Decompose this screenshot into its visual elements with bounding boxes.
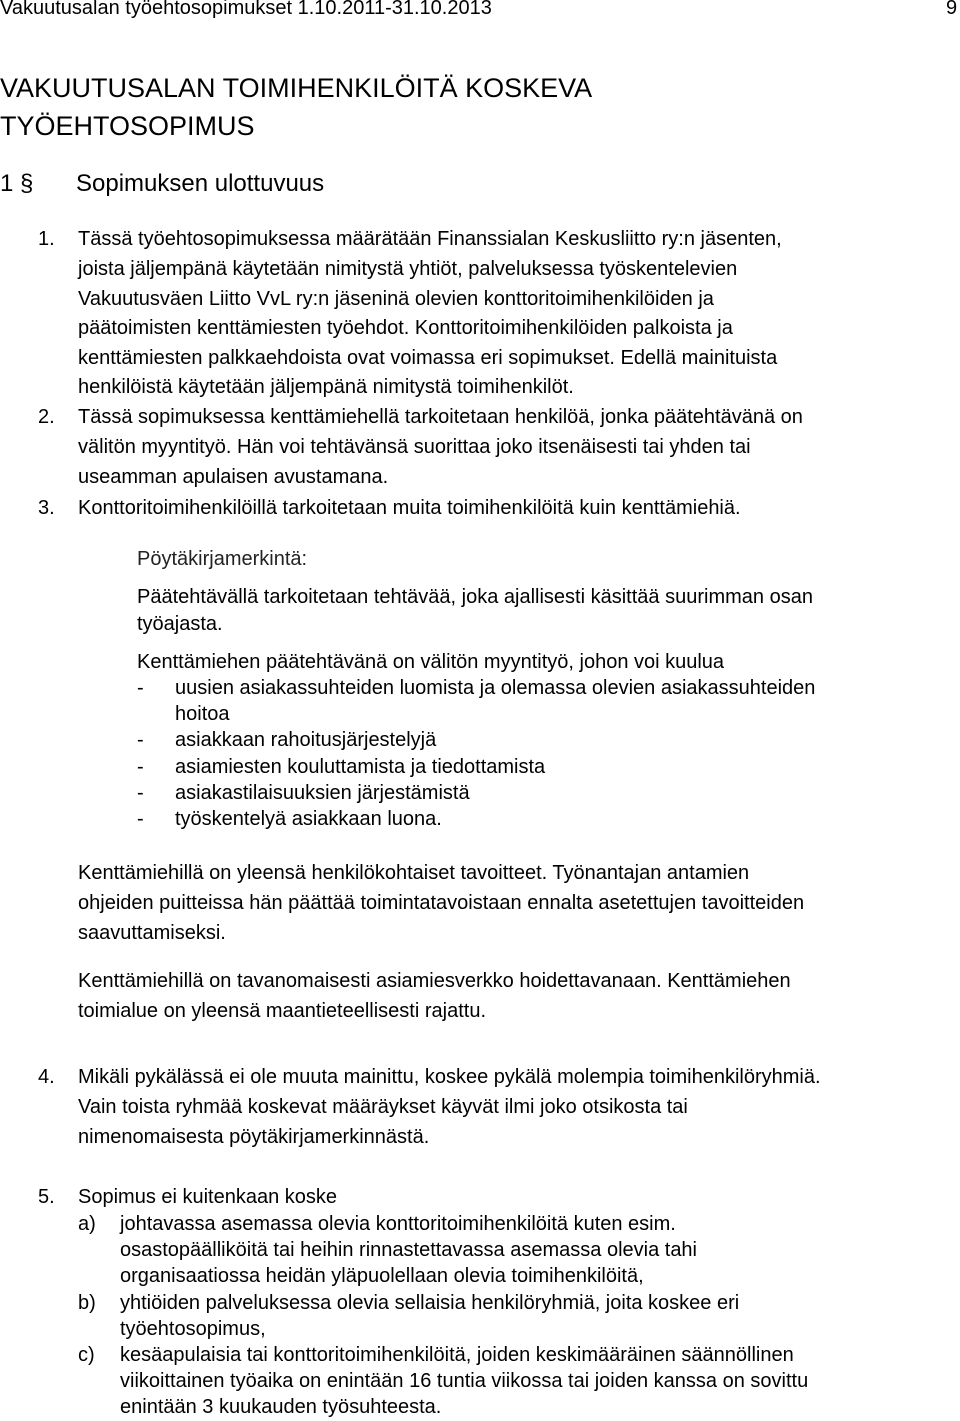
item-3-line: Konttoritoimihenkilöillä tarkoitetaan muita toimihenkilöitä kuin kenttämiehiä. [78, 497, 741, 519]
item-2-line: Tässä sopimuksessa kenttämiehellä tarkoitetaan henkilöä, jonka päätehtävänä on [78, 406, 803, 428]
sub-letter: b) [78, 1292, 96, 1314]
bullet-item: asiakastilaisuuksien järjestämistä [175, 782, 470, 804]
item-1-line: päätoimisten kenttämiesten työehdot. Konttoritoimihenkilöiden palkoista ja [78, 317, 733, 339]
running-header: Vakuutusalan työehtosopimukset 1.10.2011-31.10.2013 [0, 0, 492, 19]
item-2-line: välitön myyntityö. Hän voi tehtävänsä suorittaa joko itsenäisesti tai yhden tai [78, 436, 751, 458]
sub-line: johtavassa asemassa olevia konttoritoimihenkilöitä kuten esim. [120, 1213, 676, 1235]
item-1-line: henkilöistä käytetään jäljempänä nimitystä toimihenkilöt. [78, 376, 574, 398]
section-number: 1 [0, 170, 14, 197]
paragraph-line: toimialue on yleensä maantieteellisesti rajattu. [78, 1000, 486, 1022]
document-title-line1: VAKUUTUSALAN TOIMIHENKILÖITÄ KOSKEVA [0, 73, 593, 103]
sub-line: organisaatiossa heidän yläpuolellaan olevia toimihenkilöitä, [120, 1265, 644, 1287]
page-number: 9 [946, 0, 958, 19]
item-1-line: Tässä työehtosopimuksessa määrätään Finanssialan Keskusliitto ry:n jäsenten, [78, 228, 782, 250]
item-4-line: Mikäli pykälässä ei ole muuta mainittu, koskee pykälä molempia toimihenkilöryhmiä. [78, 1066, 821, 1088]
dash: - [137, 729, 144, 751]
item-number: 2. [38, 406, 55, 428]
item-1-line: Vakuutusväen Liitto VvL ry:n jäseninä olevien konttoritoimihenkilöiden ja [78, 288, 714, 310]
item-4-line: Vain toista ryhmää koskevat määräykset käyvät ilmi joko otsikosta tai [78, 1096, 688, 1118]
paragraph-line: Kenttämiehillä on yleensä henkilökohtaiset tavoitteet. Työnantajan antamien [78, 862, 750, 884]
sub-line: kesäapulaisia tai konttoritoimihenkilöitä, joiden keskimääräinen säännöllinen [120, 1344, 794, 1366]
protocol-label: Pöytäkirjamerkintä: [137, 548, 308, 570]
document-title-line2: TYÖEHTOSOPIMUS [0, 111, 255, 141]
protocol-text: työajasta. [137, 613, 223, 635]
sub-line: enintään 3 kuukauden työsuhteesta. [120, 1396, 442, 1418]
item-1-line: kenttämiesten palkkaehdoista ovat voimassa eri sopimukset. Edellä mainituista [78, 347, 778, 369]
item-number: 3. [38, 497, 55, 519]
paragraph-line: ohjeiden puitteissa hän päättää toimintatavoistaan ennalta asetettujen tavoitteiden [78, 892, 805, 914]
item-number: 4. [38, 1066, 55, 1088]
dash: - [137, 677, 144, 699]
paragraph-line: Kenttämiehillä on tavanomaisesti asiamiesverkko hoidettavanaan. Kenttämiehen [78, 970, 791, 992]
item-5-line: Sopimus ei kuitenkaan koske [78, 1186, 338, 1208]
protocol-intro: Kenttämiehen päätehtävänä on välitön myyntityö, johon voi kuulua [137, 651, 725, 673]
item-1-line: joista jäljempänä käytetään nimitystä yhtiöt, palveluksessa työskentelevien [78, 258, 738, 280]
section-heading: Sopimuksen ulottuvuus [76, 170, 325, 197]
item-number: 1. [38, 228, 55, 250]
dash: - [137, 782, 144, 804]
sub-line: osastopäälliköitä tai heihin rinnastettavassa asemassa olevia tahi [120, 1239, 698, 1261]
sub-line: yhtiöiden palveluksessa olevia sellaisia henkilöryhmiä, joita koskee eri [120, 1292, 740, 1314]
bullet-item: uusien asiakassuhteiden luomista ja olemassa olevien asiakassuhteiden [175, 677, 816, 699]
bullet-item: asiakkaan rahoitusjärjestelyjä [175, 729, 437, 751]
sub-letter: a) [78, 1213, 96, 1235]
bullet-item: työskentelyä asiakkaan luona. [175, 808, 442, 830]
paragraph-line: saavuttamiseksi. [78, 922, 226, 944]
sub-letter: c) [78, 1344, 95, 1366]
dash: - [137, 808, 144, 830]
sub-line: viikoittainen työaika on enintään 16 tuntia viikossa tai joiden kanssa on sovittu [120, 1370, 809, 1392]
item-2-line: useamman apulaisen avustamana. [78, 466, 389, 488]
dash: - [137, 756, 144, 778]
item-number: 5. [38, 1186, 55, 1208]
sub-line: työehtosopimus, [120, 1318, 266, 1340]
bullet-item: asiamiesten kouluttamista ja tiedottamista [175, 756, 546, 778]
section-symbol: § [20, 170, 34, 197]
bullet-item: hoitoa [175, 703, 230, 725]
protocol-text: Päätehtävällä tarkoitetaan tehtävää, joka ajallisesti käsittää suurimman osan [137, 586, 813, 608]
item-4-line: nimenomaisesta pöytäkirjamerkinnästä. [78, 1126, 430, 1148]
